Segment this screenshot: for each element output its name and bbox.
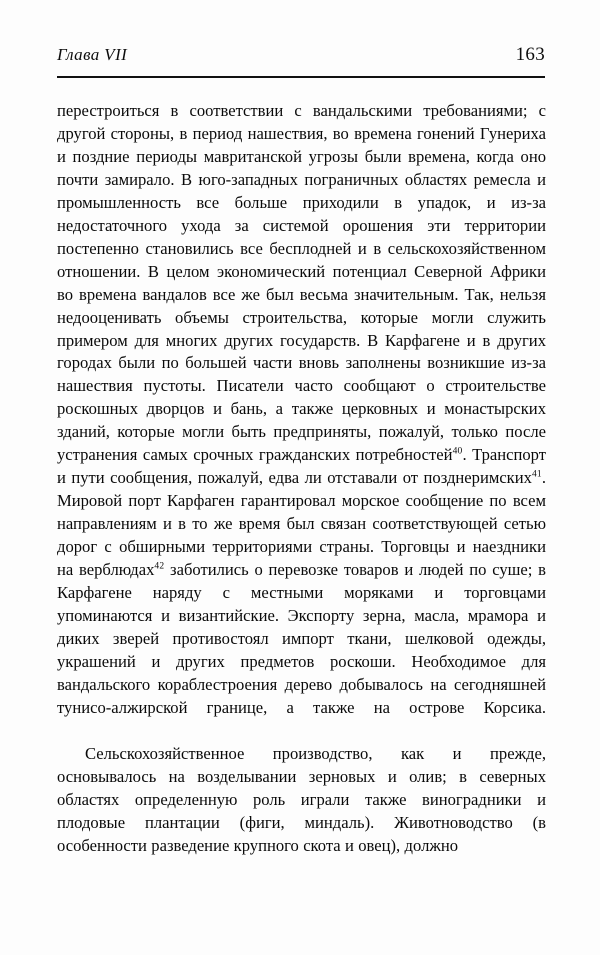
- text-run: . Транспорт и пути сообщения, пожалуй, едва ли отставали от позднеримских: [57, 445, 546, 488]
- paragraph: [57, 743, 546, 858]
- footnote-marker[interactable]: 42: [154, 561, 165, 572]
- chapter-title: Глава VII: [57, 45, 128, 64]
- page-number: 163: [515, 44, 545, 65]
- header-rule: [57, 76, 545, 78]
- paragraph: [57, 100, 546, 743]
- text-run: . Мировой порт Карфаген гарантировал морское сообщение по всем направлениям и в то же время был связан соответствующей сетью дорог с обширными территориями страны. Торговцы и наездники на верблюдах: [57, 468, 546, 580]
- text-run: Сельскохозяйственное производство, как и прежде, основывалось на возделывании зерновых и олив; в северных областях определенную роль играли также виноградники и плодовые плантации (фиги, миндаль). Животноводство (в особенности разведение крупного скота и овец), должно: [57, 743, 546, 855]
- footnote-marker[interactable]: 40: [452, 446, 463, 457]
- footnote-marker[interactable]: 41: [531, 469, 542, 480]
- text-run: перестроиться в соответствии с вандальскими требованиями; с другой стороны, в период нашествия, во времена гонений Гунериха и поздние периоды мавританской угрозы были времена, когда оно почти замирало. В юго-западных пограничных областях ремесла и промышленность все больше приходили в упадок, и из-за недостаточного ухода за системой орошения эти территории постепенно становились все бесплодней и в сельскохозяйственном отношении. В целом экономический потенциал Северной Африки во времена вандалов все же был весьма значительным. Так, нельзя недооценивать объемы строительства, которые могли служить примером для многих других государств. В Карфагене и в других городах были по большей части вновь заполнены возникшие из-за нашествия пустоты. Писатели часто сообщают о строительстве роскошных дворцов и бань, а также церковных и монастырских зданий, которые могли быть предприняты, пожалуй, только после устранения самых срочных гражданских потребностей: [57, 101, 546, 465]
- running-header: [57, 44, 545, 66]
- text-run: заботились о перевозке товаров и людей по суше; в Карфагене наряду с местными моряками и торговцами упоминаются и византийские. Экспорту зерна, масла, мрамора и диких зверей противостоял импорт ткани, шелковой одежды, украшений и других предметов роскоши. Необходимое для вандальского кораблестроения дерево добывалось на сегодняшней тунисо-алжирской границе, а также на острове Корсика.: [57, 560, 546, 717]
- body-text-block: [57, 100, 546, 857]
